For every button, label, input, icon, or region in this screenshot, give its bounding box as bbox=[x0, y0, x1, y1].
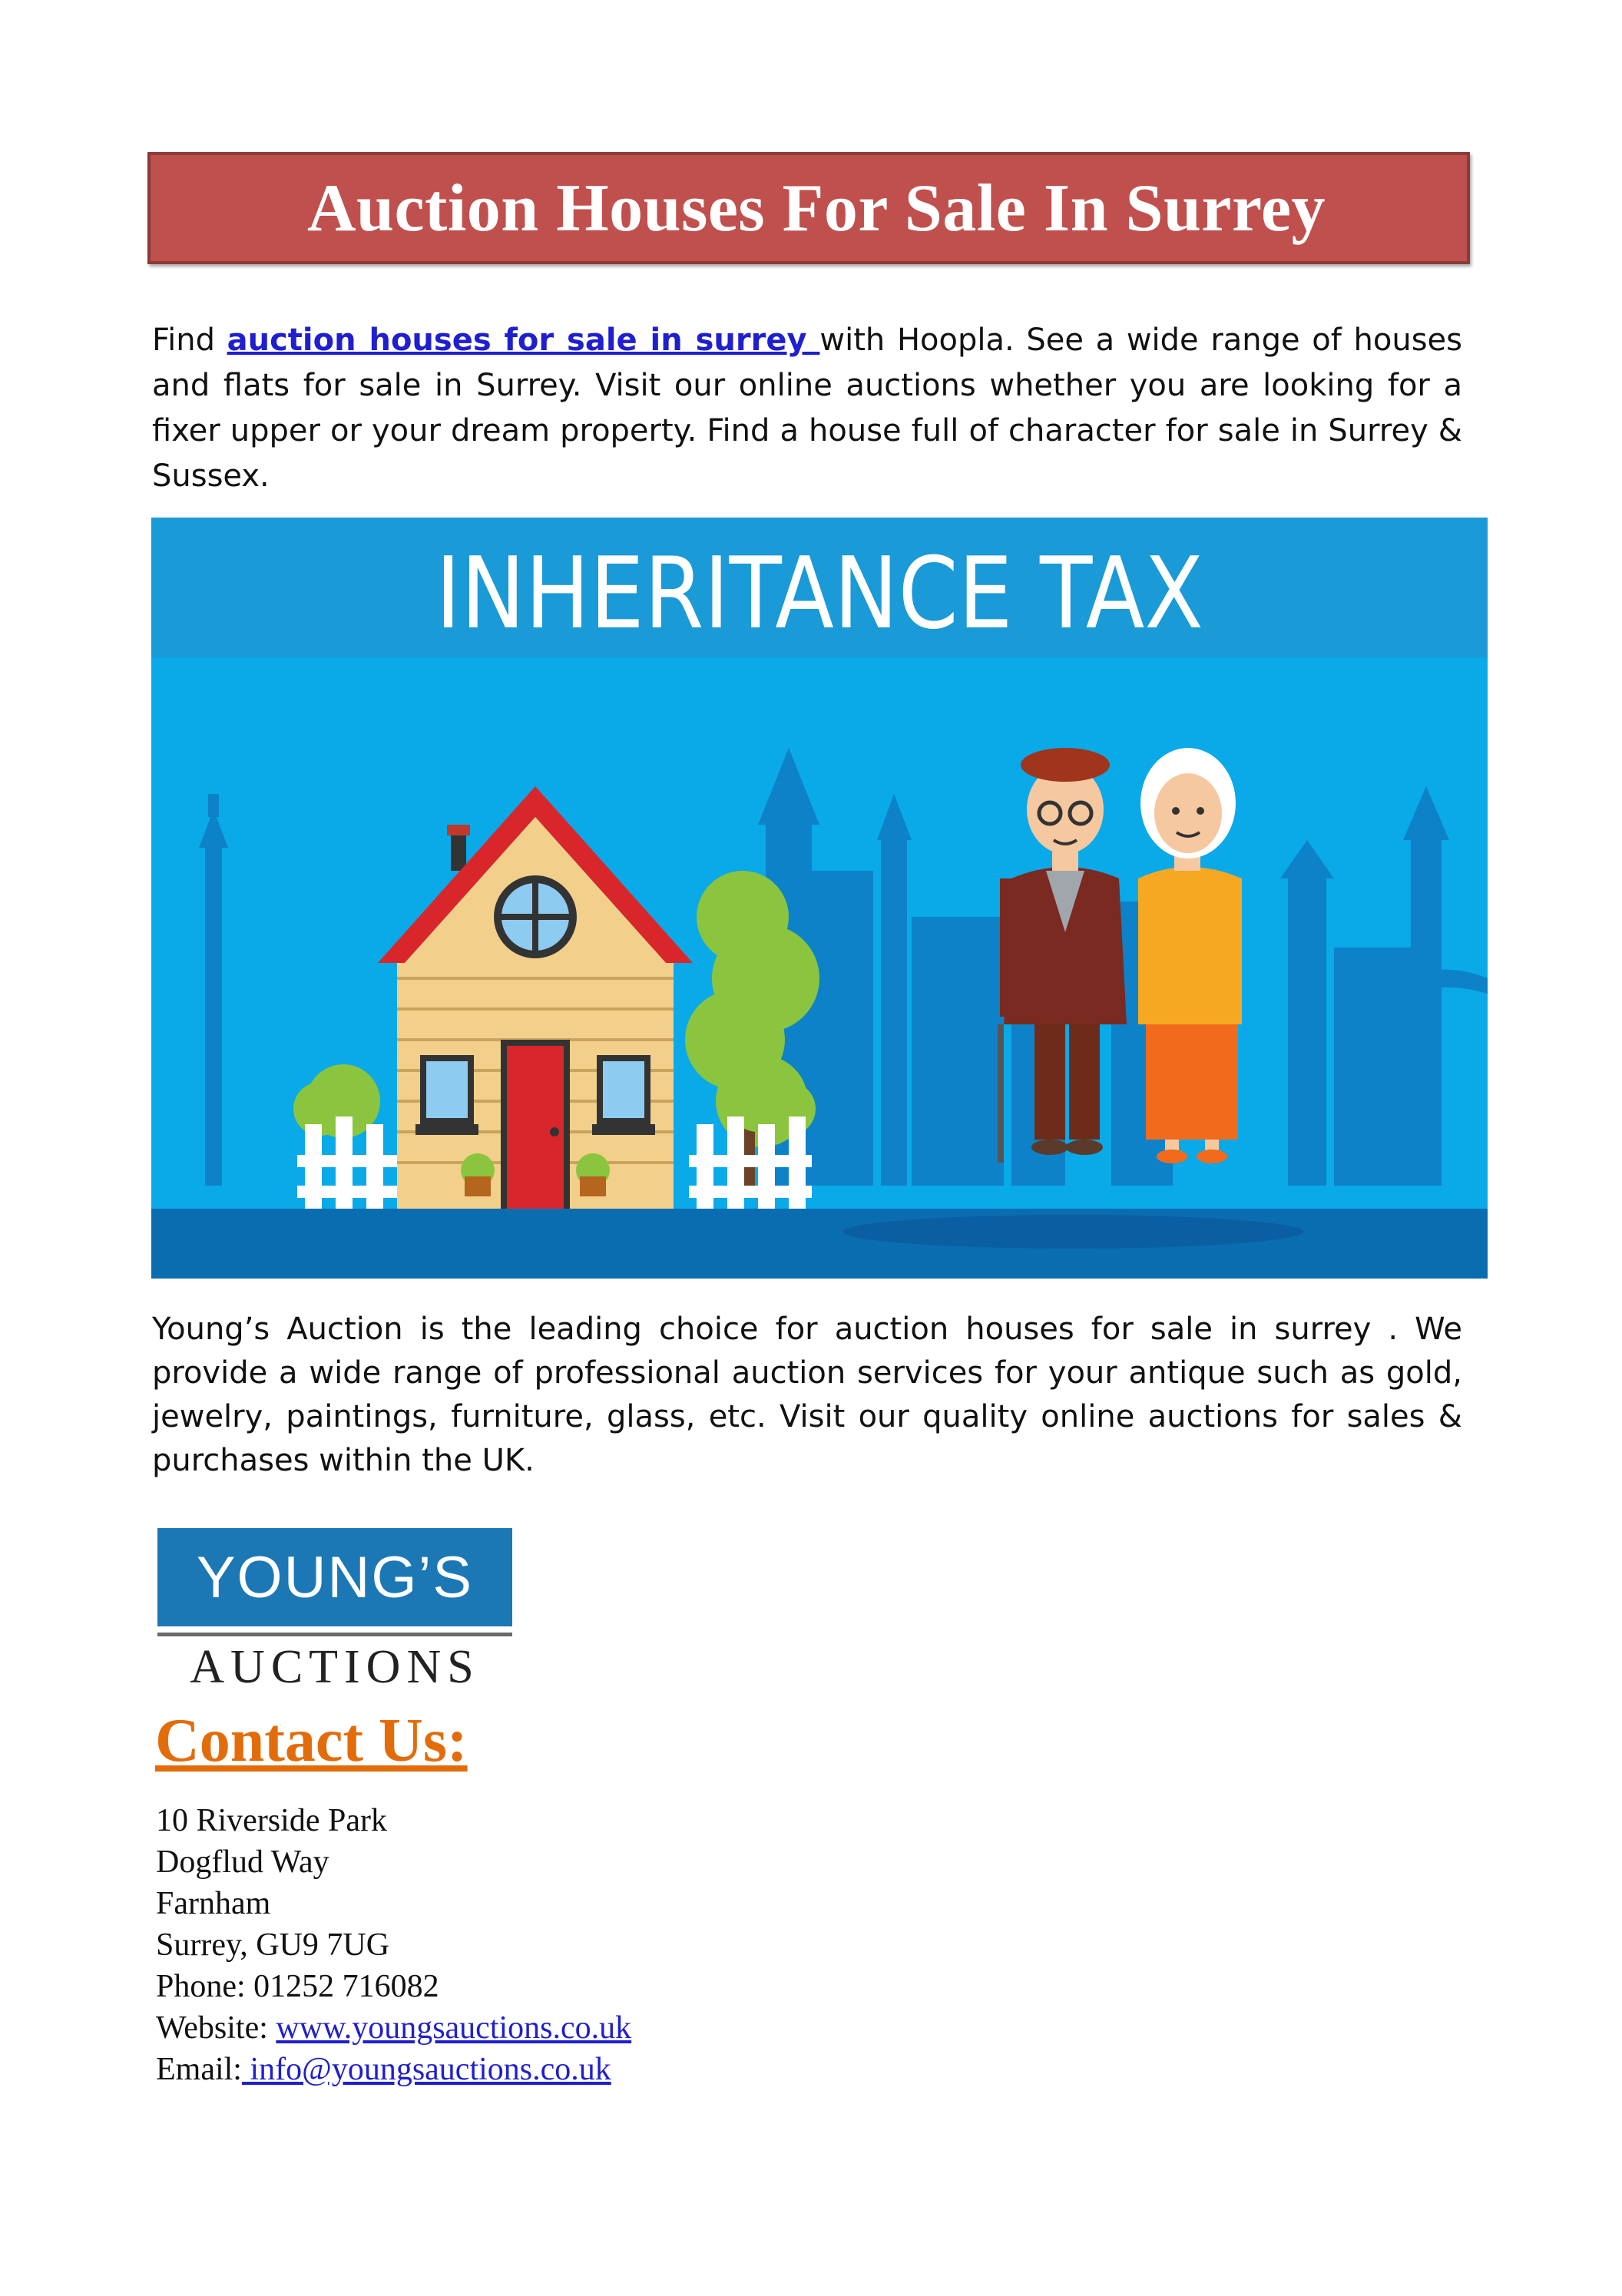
auction-houses-link[interactable]: auction houses for sale in surrey bbox=[227, 323, 820, 358]
elderly-woman bbox=[1138, 748, 1242, 1163]
inheritance-tax-illustration bbox=[151, 518, 1488, 1279]
address-line-4: Surrey, GU9 7UG bbox=[156, 1927, 390, 1963]
email-label: Email: bbox=[156, 2052, 242, 2087]
address-line-3: Farnham bbox=[156, 1886, 271, 1921]
website-link[interactable]: www.youngsauctions.co.uk bbox=[276, 2010, 632, 2046]
phone-line: Phone: 01252 716082 bbox=[156, 1969, 439, 2004]
website-line bbox=[156, 2007, 631, 2049]
title-banner bbox=[147, 152, 1470, 264]
page-title: Auction Houses For Sale In Surrey bbox=[306, 170, 1326, 246]
logo-bottom-text: AUCTIONS bbox=[190, 1641, 480, 1693]
intro-suffix: with Hoopla. See a wide range of houses and flats for sale in Surrey. Visit our online auctions whether you are looking for a fixer upper or your dream property. Find a house full of character for sale in Surrey & Sussex. bbox=[152, 323, 1462, 494]
contact-details bbox=[156, 1800, 631, 2090]
intro-prefix: Find bbox=[152, 323, 227, 358]
banner-text: INHERITANCE TAX bbox=[435, 537, 1203, 651]
logo-top-text: YOUNG’S bbox=[196, 1544, 474, 1610]
email-link[interactable]: info@youngsauctions.co.uk bbox=[241, 2052, 611, 2087]
description-paragraph: Young’s Auction is the leading choice for auction houses for sale in surrey . We provide a wide range of professional auction services for your antique such as gold, jewelry, paintings, furniture, glass, etc. Visit our quality online auctions for sales & purchases within the UK. bbox=[152, 1312, 1462, 1478]
email-line bbox=[156, 2049, 631, 2090]
youngs-auctions-logo bbox=[157, 1528, 512, 1696]
address-line-1: 10 Riverside Park bbox=[156, 1803, 387, 1838]
logo-divider bbox=[157, 1633, 512, 1636]
logo-blue-block bbox=[157, 1528, 512, 1626]
website-label: Website: bbox=[156, 2010, 276, 2046]
intro-paragraph bbox=[152, 318, 1462, 499]
address-line-2: Dogflud Way bbox=[156, 1844, 329, 1880]
contact-heading: Contact Us: bbox=[155, 1707, 468, 1775]
